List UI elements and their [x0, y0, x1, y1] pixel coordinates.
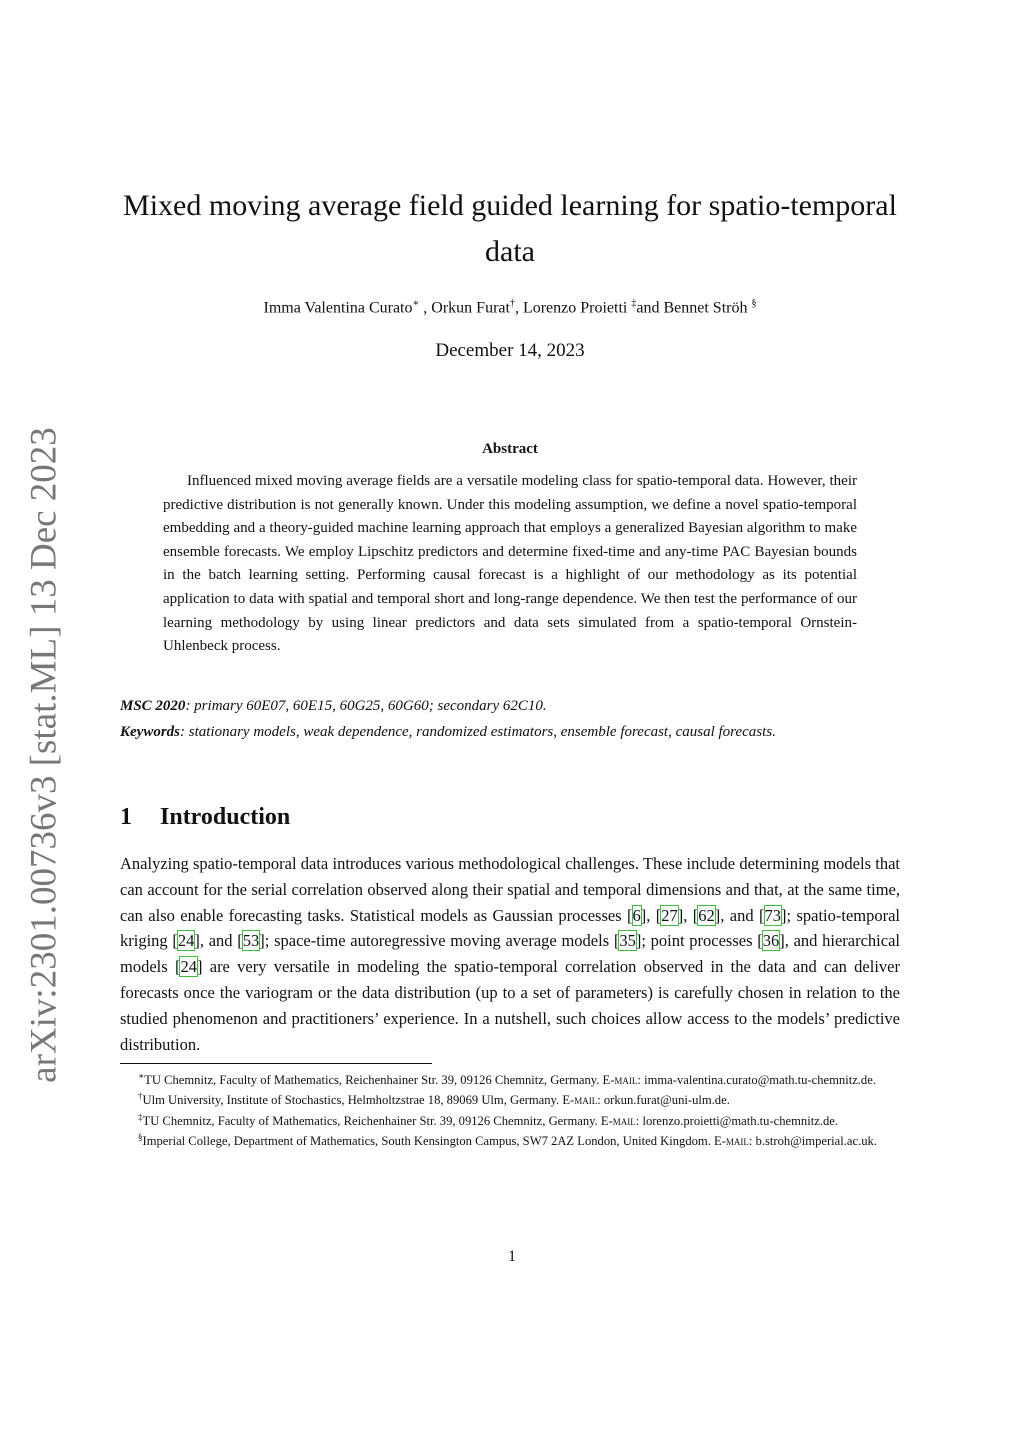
footnote-email[interactable]: : b.stroh@imperial.ac.uk. [748, 1134, 877, 1149]
footnote-email-label: E-mail [602, 1073, 638, 1088]
author-affiliation-mark[interactable]: ‡ [631, 298, 637, 309]
msc-text: : primary 60E07, 60E15, 60G25, 60G60; secondary 62C10. [185, 698, 547, 714]
footnote-affiliation: TU Chemnitz, Faculty of Mathematics, Reichenhainer Str. 39, 09126 Chemnitz, Germany. [142, 1113, 601, 1128]
citation-link[interactable]: 53 [242, 931, 260, 951]
section-title: Introduction [160, 804, 291, 830]
author-name: Lorenzo Proietti [522, 299, 632, 317]
footnote-affiliation: Imperial College, Department of Mathematics, South Kensington Campus, SW7 2AZ London, United Kingdom. [142, 1134, 715, 1149]
author-list [120, 298, 900, 317]
footnote [120, 1088, 900, 1108]
keywords-label: Keywords [120, 724, 180, 740]
citation-link[interactable]: 6 [632, 905, 641, 925]
footnotes [120, 1068, 900, 1150]
citation-link[interactable]: 24 [177, 931, 195, 951]
msc-classification [120, 693, 900, 719]
author-name: Bennet Ströh [663, 299, 752, 317]
author-affiliation-mark[interactable]: † [509, 298, 515, 309]
page-number: 1 [508, 1248, 516, 1265]
footnote-email-label: E-mail [600, 1113, 636, 1128]
abstract-text: Influenced mixed moving average fields are a versatile modeling class for spatio-temporal data. However, their predictive distribution is not generally known. Under this modeling assumption, we define a novel spatio-temporal embedding and a theory-guided machine learning approach that employs a generalized Bayesian algorithm to make ensemble forecasts. We employ Lipschitz predictors and determine fixed-time and any-time PAC Bayesian bounds in the batch learning setting. Performing causal forecast is a highlight of our methodology as its potential application to data with spatial and temporal short and long-range dependence. We then test the performance of our learning methodology by using linear predictors and data sets simulated from a spatio-temporal Ornstein-Uhlenbeck process. [163, 473, 857, 655]
author-name: Orkun Furat [431, 299, 510, 317]
footnote-mark: § [138, 1132, 143, 1143]
footnote-email[interactable]: : imma-valentina.curato@math.tu-chemnitz.de. [637, 1073, 876, 1088]
arxiv-sidebar [20, 427, 68, 1083]
publication-date: December 14, 2023 [435, 340, 585, 361]
section-number: 1 [120, 804, 132, 830]
footnote-affiliation: Ulm University, Institute of Stochastics, Helmholtzstrae 18, 89069 Ulm, Germany. [142, 1093, 563, 1108]
footnote-mark: ‡ [138, 1111, 143, 1122]
author-separator: , [419, 299, 432, 317]
citation-link[interactable]: 62 [698, 905, 715, 925]
keywords-text: : stationary models, weak dependence, randomized estimators, ensemble forecast, causal forecasts. [180, 724, 776, 740]
author-separator: and [636, 299, 664, 317]
author-affiliation-mark[interactable]: ∗ [412, 298, 420, 309]
author-name: Imma Valentina Curato [263, 299, 413, 317]
footnote-email-label: E-mail [562, 1093, 598, 1108]
citation-link[interactable]: 35 [619, 931, 636, 951]
abstract-heading: Abstract [482, 441, 538, 457]
footnote [120, 1129, 900, 1149]
paper-title: Mixed moving average field guided learning for spatio-temporal data [123, 189, 897, 268]
citation-link[interactable]: 27 [661, 905, 678, 925]
citation-link[interactable]: 24 [180, 957, 197, 977]
footnote-email[interactable]: : orkun.furat@uni-ulm.de. [597, 1093, 730, 1108]
msc-label: MSC 2020 [120, 698, 186, 714]
section-heading [120, 804, 290, 831]
footnote-affiliation: TU Chemnitz, Faculty of Mathematics, Reichenhainer Str. 39, 09126 Chemnitz, Germany. [144, 1073, 603, 1088]
footnote-email-label: E-mail [714, 1134, 749, 1149]
footnote [120, 1068, 900, 1088]
footnote [120, 1109, 900, 1129]
author-affiliation-mark[interactable]: § [751, 298, 757, 309]
footnote-mark: ∗ [138, 1071, 145, 1081]
footnote-rule [120, 1063, 432, 1064]
footnote-mark: † [138, 1091, 143, 1102]
author-separator: , [514, 299, 523, 317]
citation-link[interactable]: 36 [762, 931, 780, 951]
keywords [120, 719, 900, 745]
introduction-paragraph: Analyzing spatio-temporal data introduces various methodological challenges. These include determining models that can account for the serial correlation observed along their spatial and temporal dimensions and that, at the same time, can also enable forecasting tasks. Statistical models as Gaussian processes [6], [27], [62], and [73]; spatio-temporal kriging [24], and [53]; space-time autoregressive moving average models [35]; point processes [36], and hierarchical models [24] are very versatile in modeling the spatio-temporal correlation observed in the data and can deliver forecasts once the variogram or the data distribution (up to a set of parameters) is carefully chosen in relation to the studied phenomenon and practitioners’ experience. In a nutshell, such choices allow access to the models’ predictive distribution. [120, 854, 901, 1054]
citation-link[interactable]: 73 [764, 905, 781, 925]
arxiv-identifier[interactable]: arXiv:2301.00736v3 [stat.ML] 13 Dec 2023 [23, 427, 65, 1083]
footnote-email[interactable]: : lorenzo.proietti@math.tu-chemnitz.de. [635, 1113, 838, 1128]
